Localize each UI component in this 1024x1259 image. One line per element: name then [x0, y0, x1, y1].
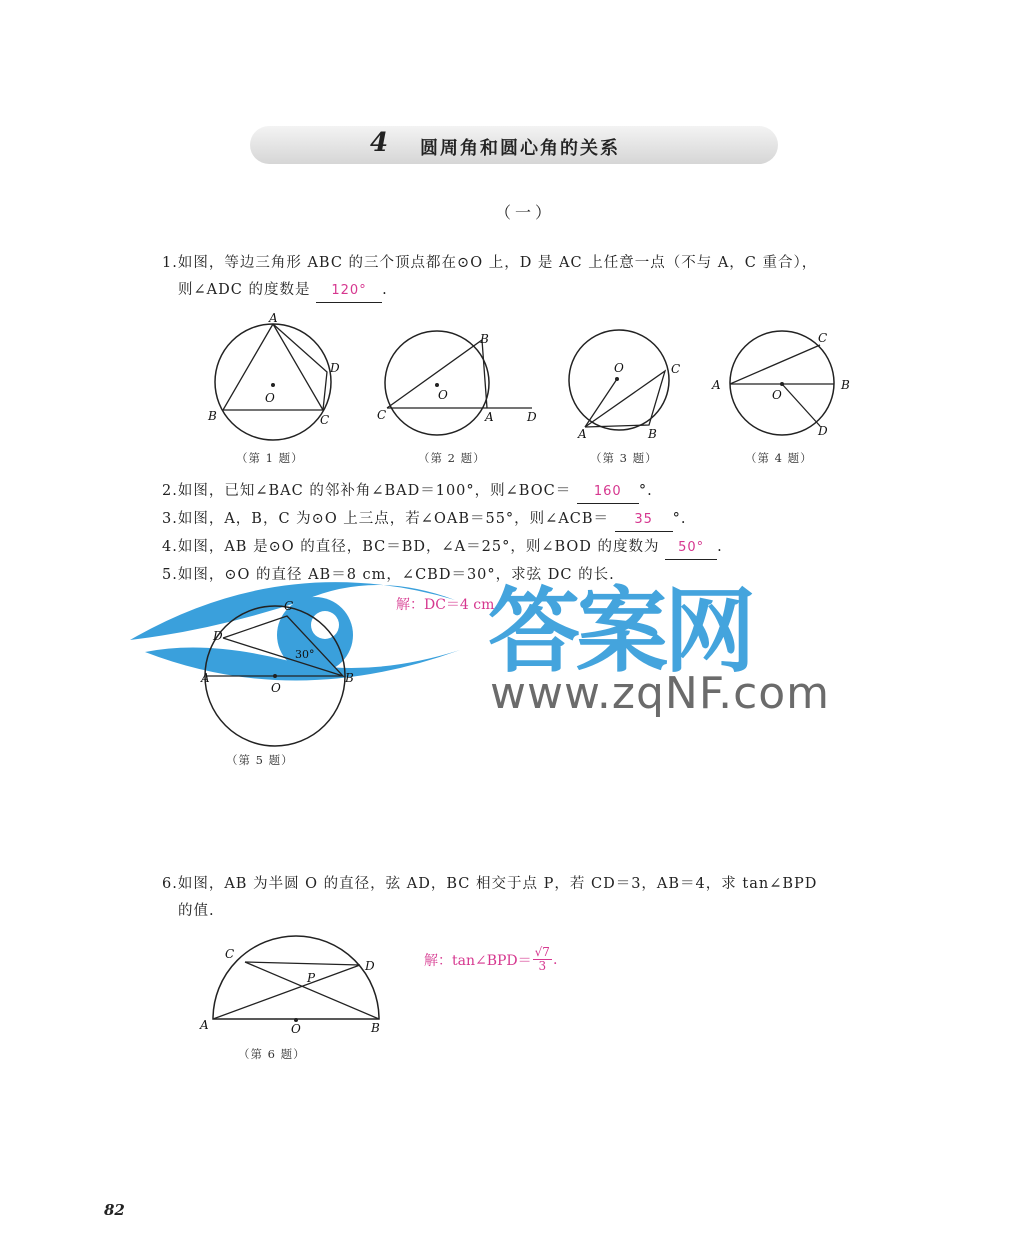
question-6-line-2: 的值. — [178, 903, 215, 919]
subtitle: （一） — [495, 203, 556, 222]
question-3-answer: 35 — [615, 509, 673, 532]
figure-6 — [195, 932, 395, 1042]
fig4-label-b: B — [841, 378, 850, 392]
question-2-text: 2.如图，已知∠BAC 的邻补角∠BAD＝100°，则∠BOC＝ — [162, 483, 572, 499]
fig5-label-c: C — [284, 599, 294, 613]
figure-4 — [708, 323, 858, 445]
fig4-label-a: A — [712, 378, 721, 392]
question-2-answer: 160 — [577, 481, 639, 504]
fig4-label-o: O — [772, 388, 782, 402]
fig1-label-b: B — [208, 409, 217, 423]
section-number: 4 — [370, 128, 389, 158]
question-6-line-1: 6.如图，AB 为半圆 O 的直径，弦 AD，BC 相交于点 P，若 CD＝3，AB＝4，求 tan∠BPD — [162, 876, 818, 892]
question-1-line-1: 1.如图，等边三角形 ABC 的三个顶点都在⊙O 上，D 是 AC 上任意一点（不与 A，C 重合）， — [162, 255, 818, 271]
watermark-url: www.zqNF.com — [490, 668, 831, 719]
question-4-answer: 50° — [665, 537, 717, 560]
fig1-label-d: D — [330, 361, 340, 375]
fig1-label-a: A — [269, 312, 278, 325]
fraction-numerator: √7 — [534, 945, 550, 959]
question-2 — [162, 480, 653, 504]
question-1-prompt: 则∠ADC 的度数是 — [178, 282, 311, 298]
question-2-end: °. — [638, 483, 653, 499]
question-1-end: . — [382, 282, 388, 298]
question-1-line-2 — [178, 279, 388, 303]
question-5-solution: 解：DC＝4 cm. — [396, 597, 499, 613]
question-4-end: . — [717, 539, 723, 555]
caption-figure-3: （第 3 题） — [590, 451, 658, 465]
solution-fraction — [533, 946, 552, 973]
section-title: 圆周角和圆心角的关系 — [420, 138, 620, 159]
caption-figure-6: （第 6 题） — [238, 1047, 306, 1061]
fig3-label-c: C — [671, 362, 681, 376]
question-3-end: °. — [672, 511, 687, 527]
watermark-chinese: 答案网 — [488, 578, 753, 685]
fig5-angle-label: 30° — [295, 648, 315, 661]
figure-5 — [195, 590, 365, 750]
fig2-label-b: B — [480, 332, 489, 346]
fig6-label-p: P — [307, 971, 316, 985]
fig5-label-d: D — [213, 629, 223, 643]
caption-figure-2: （第 2 题） — [418, 451, 486, 465]
question-3 — [162, 508, 687, 532]
fig1-label-o: O — [265, 391, 275, 405]
caption-figure-1: （第 1 题） — [236, 451, 304, 465]
fig6-label-a: A — [200, 1018, 209, 1032]
question-4-text: 4.如图，AB 是⊙O 的直径，BC＝BD，∠A＝25°，则∠BOD 的度数为 — [162, 539, 660, 555]
fig2-label-c: C — [377, 408, 387, 422]
fig6-label-c: C — [225, 947, 235, 961]
fig2-label-d: D — [527, 410, 537, 424]
caption-figure-5: （第 5 题） — [226, 753, 294, 767]
question-6-solution-end: . — [552, 951, 558, 968]
question-1-answer: 120° — [316, 280, 382, 303]
fig5-label-b: B — [345, 671, 354, 685]
question-5: 5.如图，⊙O 的直径 AB＝8 cm，∠CBD＝30°，求弦 DC 的长. — [162, 567, 615, 583]
fig6-label-o: O — [291, 1022, 301, 1036]
question-4 — [162, 536, 723, 560]
question-6-solution-prefix: 解：tan∠BPD＝ — [424, 952, 532, 969]
question-6-solution — [424, 946, 557, 973]
figure-1 — [200, 312, 350, 447]
fig4-label-c: C — [818, 331, 828, 345]
fig5-label-a: A — [201, 671, 210, 685]
fig6-label-b: B — [371, 1021, 380, 1035]
question-3-text: 3.如图，A，B，C 为⊙O 上三点，若∠OAB＝55°，则∠ACB＝ — [162, 511, 610, 527]
fig6-label-d: D — [365, 959, 375, 973]
fig5-label-o: O — [271, 681, 281, 695]
fig3-label-b: B — [648, 427, 657, 441]
caption-figure-4: （第 4 题） — [745, 451, 813, 465]
figure-3 — [565, 328, 685, 446]
fig2-label-o: O — [438, 388, 448, 402]
fig4-label-d: D — [818, 424, 828, 438]
fig3-label-a: A — [578, 427, 587, 441]
page-number: 82 — [104, 1201, 125, 1219]
fig2-label-a: A — [485, 410, 494, 424]
fraction-denominator: 3 — [538, 959, 547, 973]
fig1-label-c: C — [320, 413, 330, 427]
figure-2 — [372, 325, 542, 445]
fig3-label-o: O — [614, 361, 624, 375]
